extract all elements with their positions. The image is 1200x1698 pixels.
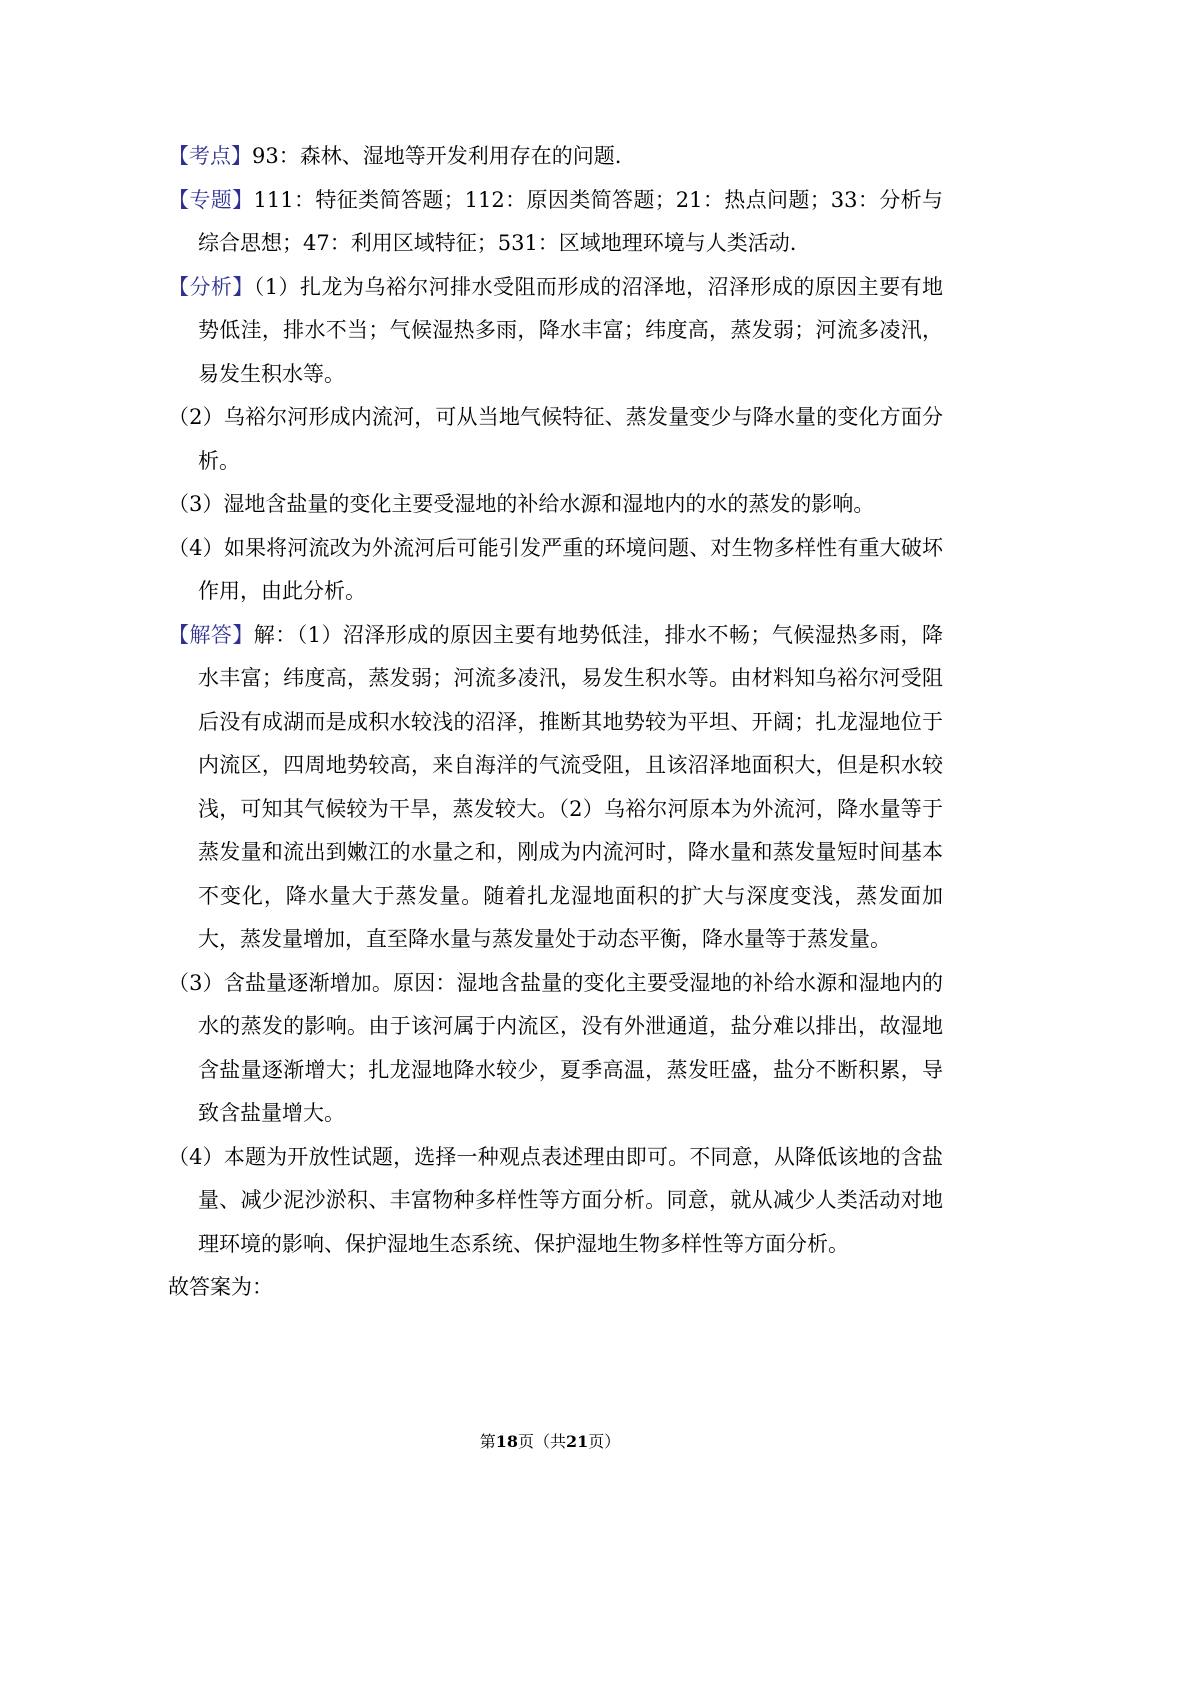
fenxi-item-3: （3）湿地含盐量的变化主要受湿地的补给水源和湿地内的水的蒸发的影响。	[168, 492, 875, 516]
fenxi-item-2: （2）乌裕尔河形成内流河，可从当地气候特征、蒸发量变少与降水量的变化方面分析。	[168, 405, 943, 473]
jieda-item-3: （3）含盐量逐渐增加。原因：湿地含盐量的变化主要受湿地的补给水源和湿地内的水的蒸发的影响。由于该河属于内流区，没有外泄通道，盐分难以排出，故湿地含盐量逐渐增大；扎龙湿地降水较少，夏季高温，蒸发旺盛，盐分不断积累，导致含盐量增大。	[168, 970, 943, 1125]
kaodian-text: 93：森林、湿地等开发利用存在的问题.	[252, 144, 622, 168]
page-footer	[0, 1432, 1100, 1452]
footer-middle: 页（共	[517, 1432, 566, 1451]
fenxi-text: （1）扎龙为乌裕尔河排水受阻而形成的沼泽地，沼泽形成的原因主要有地势低洼，排水不当；气候湿热多雨，降水丰富；纬度高，蒸发弱；河流多凌汛，易发生积水等。	[198, 274, 944, 386]
footer-prefix: 第	[479, 1432, 496, 1451]
fenxi-paragraph	[168, 266, 943, 397]
jieda-item-4: （4）本题为开放性试题，选择一种观点表述理由即可。不同意，从降低该地的含盐量、减少泥沙淤积、丰富物种多样性等方面分析。同意，就从减少人类活动对地理环境的影响、保护湿地生态系统、保护湿地生物多样性等方面分析。	[168, 1144, 943, 1256]
fenxi-tag: 【分析】	[168, 274, 254, 299]
zhuanti-tag: 【专题】	[168, 187, 254, 212]
jieda-tag: 【解答】	[168, 622, 254, 647]
jieda-paragraph	[168, 614, 943, 962]
zhuanti-paragraph	[168, 179, 943, 266]
jieda-text: 解：（1）沼泽形成的原因主要有地势低洼，排水不畅；气候湿热多雨，降水丰富；纬度高，蒸发弱；河流多凌汛，易发生积水等。由材料知乌裕尔河受阻后没有成湖而是成积水较浅的沼泽，推断其地势较为平坦、开阔；扎龙湿地位于内流区，四周地势较高，来自海洋的气流受阻，且该沼泽地面积大，但是积水较浅，可知其气候较为干旱，蒸发较大。（2）乌裕尔河原本为外流河，降水量等于蒸发量和流出到嫩江的水量之和，刚成为内流河时，降水量和蒸发量短时间基本不变化，降水量大于蒸发量。随着扎龙湿地面积的扩大与深度变浅，蒸发面加大，蒸发量增加，直至降水量与蒸发量处于动态平衡，降水量等于蒸发量。	[198, 622, 944, 951]
conclusion-text: 故答案为：	[168, 1275, 273, 1299]
zhuanti-text: 111：特征类简答题；112：原因类简答题；21：热点问题；33：分析与综合思想；47：利用区域特征；531：区域地理环境与人类活动.	[198, 187, 944, 255]
kaodian-tag: 【考点】	[168, 144, 252, 168]
kaodian-paragraph	[168, 135, 943, 179]
footer-page-number: 18	[495, 1432, 518, 1451]
fenxi-item-4: （4）如果将河流改为外流河后可能引发严重的环境问题、对生物多样性有重大破坏作用，由此分析。	[168, 535, 943, 603]
footer-total-pages: 21	[566, 1432, 589, 1451]
page-content	[168, 135, 943, 1310]
footer-suffix: 页）	[588, 1432, 621, 1451]
